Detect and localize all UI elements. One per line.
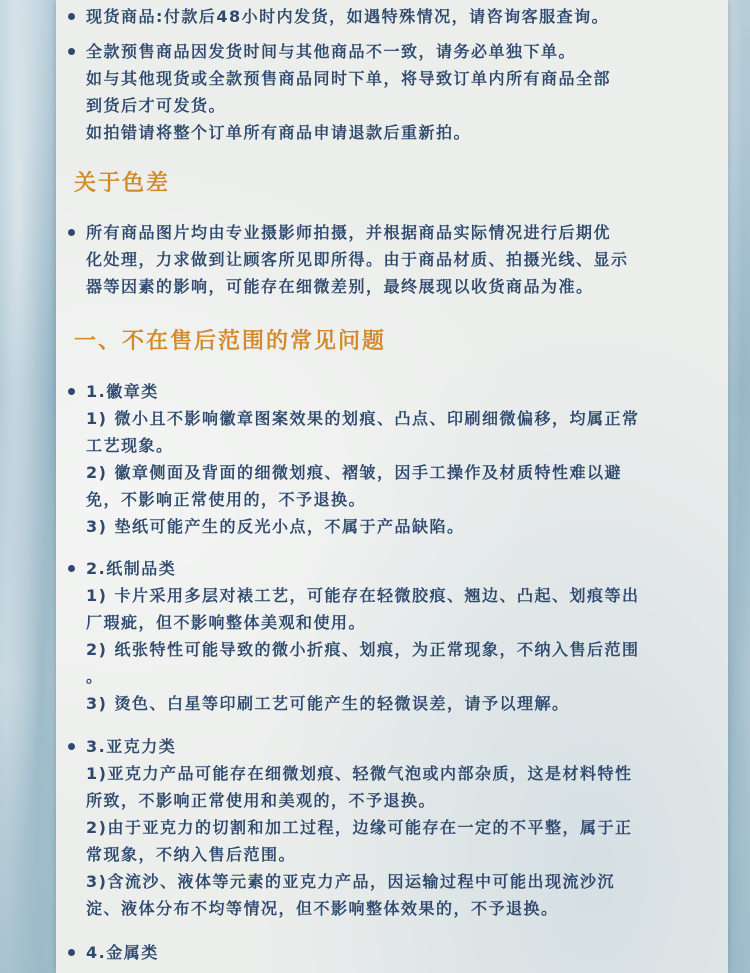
intro-item-presale <box>68 38 706 146</box>
bullet-dot <box>68 229 75 236</box>
text-line: 所致，不影响正常使用和美观的，不予退换。 <box>86 791 437 810</box>
text-line: 常现象，不纳入售后范围。 <box>86 845 297 864</box>
bullet-dot <box>68 743 75 750</box>
text-line: 免，不影响正常使用的，不予退换。 <box>86 490 367 509</box>
text-line: 如与其他现货或全款预售商品同时下单，将导致订单内所有商品全部 <box>86 69 612 88</box>
bullet-dot <box>68 565 75 572</box>
intro-item-spot <box>68 3 706 30</box>
group-metal <box>68 939 706 966</box>
text-line: 如拍错请将整个订单所有商品申请退款后重新拍。 <box>86 123 472 142</box>
bullet-dot <box>68 48 75 55</box>
text-line: 工艺现象。 <box>86 436 174 455</box>
bullet-dot <box>68 949 75 956</box>
text-line: 现货商品:付款后48小时内发货，如遇特殊情况，请咨询客服查询。 <box>86 7 610 26</box>
text-line: 器等因素的影响，可能存在细微差别，最终展现以收货商品为准。 <box>86 277 594 296</box>
color-section-title: 关于色差 <box>74 171 171 196</box>
text-line: 厂瑕疵，但不影响整体美观和使用。 <box>86 613 367 632</box>
text-line: 化处理，力求做到让顾客所见即所得。由于商品材质、拍摄光线、显示 <box>86 250 629 269</box>
group-badge <box>68 378 706 540</box>
color-item <box>68 219 706 300</box>
text-line: 淀、液体分布不均等情况，但不影响整体效果的，不予退换。 <box>86 899 559 918</box>
text-line: 。 <box>86 667 104 686</box>
text-line: 到货后才可发货。 <box>86 96 227 115</box>
text-line: 3) 垫纸可能产生的反光小点，不属于产品缺陷。 <box>86 517 465 536</box>
group-title: 3.亚克力类 <box>86 737 177 756</box>
text-line: 3) 烫色、白星等印刷工艺可能产生的轻微误差，请予以理解。 <box>86 694 570 713</box>
text-line: 2)由于亚克力的切割和加工过程，边缘可能存在一定的不平整，属于正 <box>86 818 633 837</box>
left-background-edge <box>0 0 60 973</box>
text-line: 全款预售商品因发货时间与其他商品不一致，请务必单独下单。 <box>86 42 577 61</box>
text-line: 1) 卡片采用多层对裱工艺，可能存在轻微胶痕、翘边、凸起、划痕等出 <box>86 586 640 605</box>
aftersale-section-title: 一、不在售后范围的常见问题 <box>74 329 387 354</box>
group-title: 4.金属类 <box>86 943 159 962</box>
text-line: 所有商品图片均由专业摄影师拍摄，并根据商品实际情况进行后期优 <box>86 223 612 242</box>
group-title: 1.徽章类 <box>86 382 159 401</box>
group-title: 2.纸制品类 <box>86 559 177 578</box>
text-line: 2) 徽章侧面及背面的细微划痕、褶皱，因手工操作及材质特性难以避 <box>86 463 623 482</box>
text-line: 1) 微小且不影响徽章图案效果的划痕、凸点、印刷细微偏移，均属正常 <box>86 409 640 428</box>
group-acrylic <box>68 733 706 922</box>
bullet-dot <box>68 388 75 395</box>
group-paper <box>68 555 706 717</box>
text-line: 2) 纸张特性可能导致的微小折痕、划痕，为正常现象，不纳入售后范围 <box>86 640 640 659</box>
bullet-dot <box>68 13 75 20</box>
text-line: 3)含流沙、液体等元素的亚克力产品，因运输过程中可能出现流沙沉 <box>86 872 615 891</box>
text-line: 1)亚克力产品可能存在细微划痕、轻微气泡或内部杂质，这是材料特性 <box>86 764 633 783</box>
